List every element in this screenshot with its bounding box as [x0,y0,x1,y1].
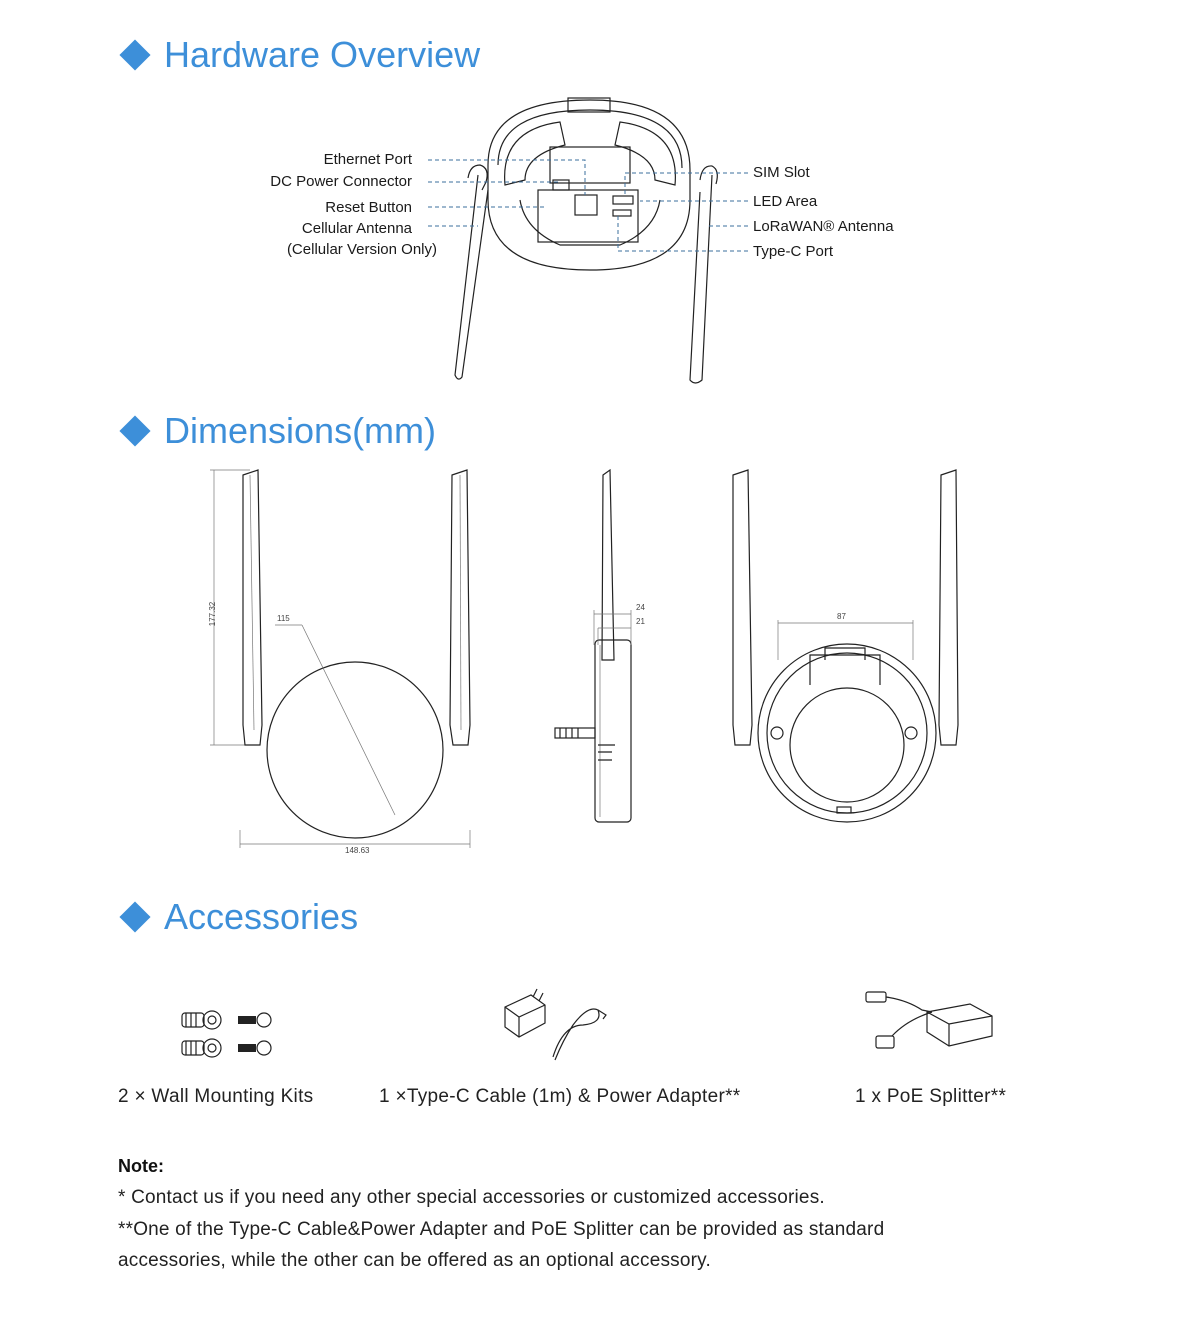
hardware-overview-diagram [0,0,1191,400]
diamond-bullet-icon [119,901,150,932]
accessory-label-adapter: 1 ×Type-C Cable (1m) & Power Adapter** [379,1086,741,1107]
note-title: Note: [118,1156,164,1176]
front-view [210,470,470,848]
hardware-overview-title: Hardware Overview [164,34,481,75]
dimensions-diagram [0,460,1191,880]
ethernet-port-label: Ethernet Port [323,151,412,168]
back-view [733,470,958,822]
lorawan-antenna-label: LoRaWAN® Antenna [753,218,894,235]
right-antenna-hinge [700,166,717,184]
typec-jack [613,210,631,216]
note-line-1: * Contact us if you need any other special accessories or customized accessories. [118,1187,825,1208]
led-area-label: LED Area [753,193,818,210]
accessories-title: Accessories [164,896,359,937]
dimension-diameter: 115 [277,614,290,623]
right-antenna [690,175,712,383]
wall-mount-kit-icon [178,1005,278,1065]
dimension-height: 177.32 [208,601,218,627]
typec-port-label: Type-C Port [753,243,834,260]
dimension-bracket-width: 87 [837,612,846,621]
accessory-label-mounting: 2 × Wall Mounting Kits [118,1086,314,1107]
power-adapter-icon [503,985,613,1065]
left-antenna [455,175,488,379]
note-line-3: accessories, while the other can be offered as an optional accessory. [118,1250,711,1271]
ethernet-jack [575,195,597,215]
reset-button-label: Reset Button [325,199,412,216]
dimensions-title: Dimensions(mm) [164,410,437,451]
sim-slot-label: SIM Slot [753,164,810,181]
side-view [555,470,631,822]
bracket-right [615,122,675,185]
dimension-depth-inner: 21 [636,617,645,626]
dimensions-heading [120,410,436,452]
note-line-2: **One of the Type-C Cable&Power Adapter and PoE Splitter can be provided as standard [118,1219,885,1240]
accessory-label-poe: 1 x PoE Splitter** [855,1086,1007,1107]
accessories-heading [120,896,358,938]
sim-leader [625,173,748,196]
label-area [550,147,630,183]
bracket-left [505,122,565,185]
diamond-bullet-icon [119,415,150,446]
dimension-depth-outer: 24 [636,603,645,612]
poe-splitter-icon [862,988,1002,1058]
sim-slot [613,196,633,204]
dimension-width: 148.63 [345,846,370,855]
cellular-note-label: (Cellular Version Only) [286,241,437,258]
dc-power-label: DC Power Connector [270,173,412,190]
cellular-antenna-label: Cellular Antenna [301,220,412,237]
device-rim [498,110,682,168]
